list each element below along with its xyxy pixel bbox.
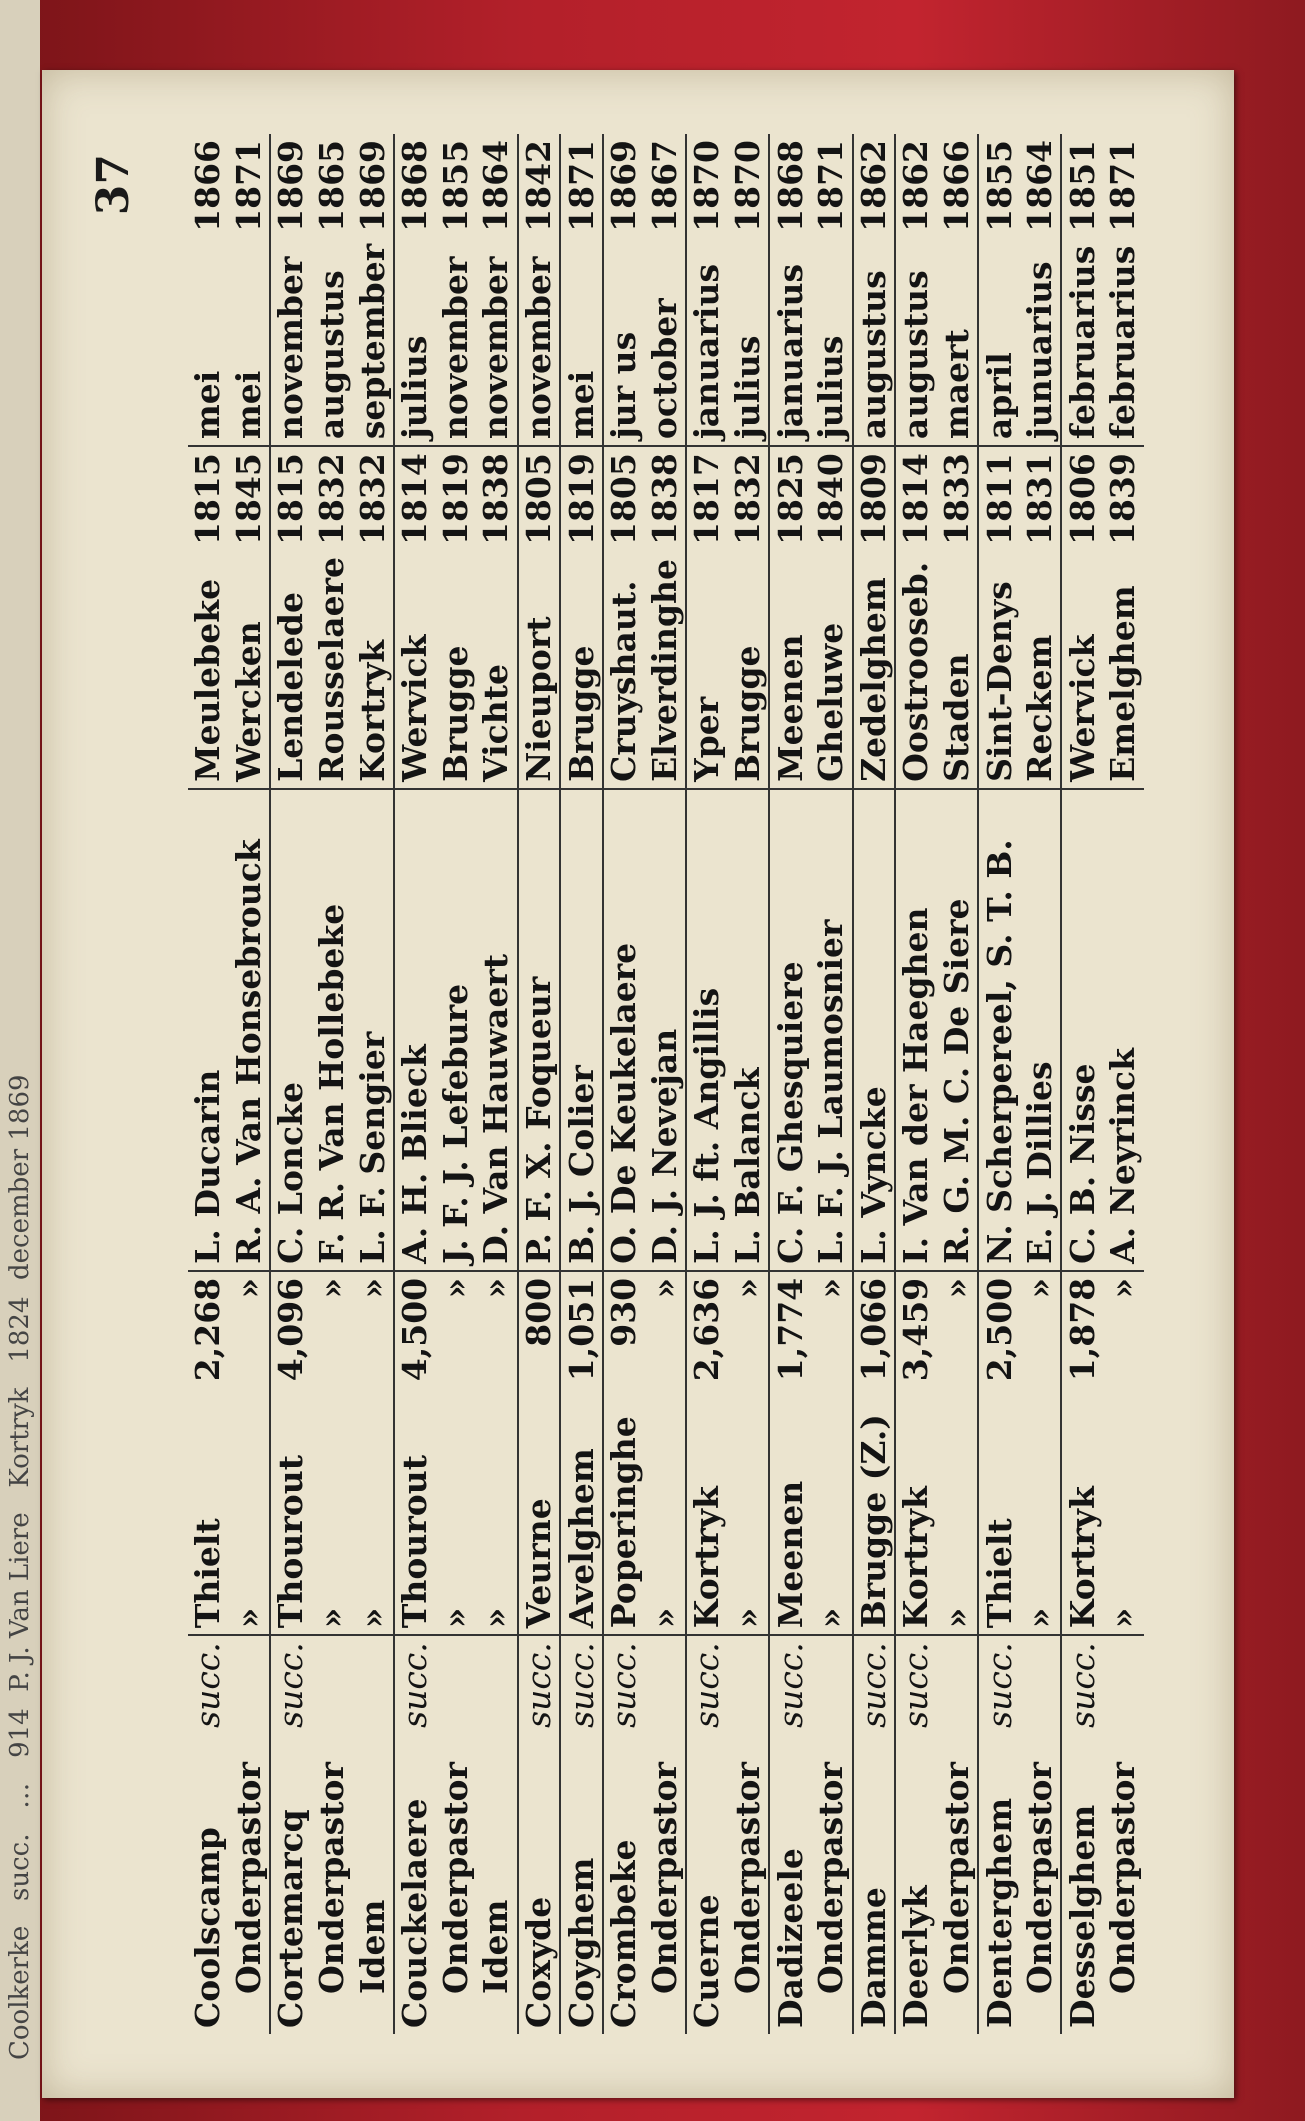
pastor-cell: D. Van Hauwaert: [476, 789, 518, 1271]
byear-cell: 1819: [436, 446, 477, 551]
month-cell: februarius: [1062, 245, 1102, 440]
status-cell: [1020, 1635, 1062, 1737]
status-cell: succ.: [270, 1635, 312, 1737]
parish-cell: Onderpastor: [645, 1737, 687, 2034]
pop-cell: »: [811, 1271, 853, 1408]
status-cell: [476, 1635, 518, 1737]
ayear-cell: 1864: [1020, 134, 1062, 238]
status-cell: [352, 1635, 394, 1737]
table-row: [1061, 134, 1103, 2034]
byear-cell: 1815: [188, 446, 229, 551]
parish-cell: Coxyde: [518, 1737, 561, 2034]
byear-cell: 1819: [560, 446, 603, 551]
status-cell: succ.: [895, 1635, 937, 1737]
table-row: [978, 134, 1020, 2034]
status-cell: succ.: [394, 1635, 436, 1737]
parish-cell: Onderpastor: [1020, 1737, 1062, 2034]
rotated-page-content: [88, 134, 1188, 2034]
pastor-cell: A. H. Blieck: [395, 1044, 435, 1264]
birthplace-cell: Zedelghem: [853, 551, 896, 789]
ayear-cell: 1871: [229, 134, 271, 238]
pastor-cell: D. J. Nevejan: [645, 789, 687, 1271]
month-cell: julius: [395, 335, 435, 440]
byear-cell: 1815: [270, 446, 312, 551]
table-row: [312, 134, 353, 2034]
pastor-cell: A. Neyrinck: [1103, 1048, 1143, 1264]
ayear-cell: 1864: [476, 134, 518, 238]
table-row: [1020, 134, 1062, 2034]
month-cell: julius: [728, 238, 770, 446]
status-cell: [937, 1635, 979, 1737]
pastor-cell: L. J. ft. Angillis: [687, 987, 727, 1264]
parish-cell: Crombeke: [604, 1839, 644, 2028]
month-cell: jur us: [604, 331, 644, 440]
pastor-cell: I. Van der Haeghen: [896, 907, 936, 1264]
pop-cell: 800: [518, 1271, 561, 1408]
parish-cell: Onderpastor: [937, 1737, 979, 2034]
status-cell: [811, 1635, 853, 1737]
byear-cell: 1832: [728, 446, 770, 551]
ayear-cell: 1869: [352, 134, 394, 238]
district-cell: Thourout: [395, 1455, 435, 1629]
district-cell: »: [728, 1408, 770, 1635]
byear-cell: 1831: [1020, 446, 1062, 551]
birthplace-cell: Wervick: [394, 551, 436, 789]
pastor-cell: O. De Keukelaere: [604, 942, 644, 1264]
parish-cell: Onderpastor: [728, 1737, 770, 2034]
pastor-cell: R. G. M. C. De Siere: [937, 789, 979, 1271]
month-cell: november: [271, 256, 311, 440]
pop-cell: 930: [603, 1271, 645, 1408]
register-body: [188, 134, 1144, 2034]
ayear-cell: 1866: [188, 140, 228, 232]
district-cell: »: [312, 1607, 352, 1629]
table-row: [603, 134, 645, 2034]
pop-cell: »: [436, 1271, 477, 1408]
byear-cell: 1832: [352, 446, 394, 551]
birthplace-cell: Rousselaere: [312, 551, 353, 789]
month-cell: februarius: [1103, 245, 1143, 440]
ayear-cell: 1868: [395, 140, 435, 232]
birthplace-cell: Vichte: [476, 551, 518, 789]
pop-cell: »: [728, 1271, 770, 1408]
ayear-cell: 1855: [435, 140, 475, 232]
table-row: [188, 134, 229, 2034]
status-cell: succ.: [853, 1635, 896, 1737]
table-row: [560, 134, 603, 2034]
status-cell: succ.: [518, 1635, 561, 1737]
birthplace-cell: Meulebeke: [188, 551, 229, 789]
parish-cell: Dadizeele: [770, 1848, 810, 2028]
district-cell: Brugge (Z.): [853, 1408, 896, 1635]
pop-cell: 2,268: [188, 1271, 229, 1408]
ayear-cell: 1851: [1062, 140, 1102, 232]
month-cell: januarius: [687, 263, 727, 440]
ayear-cell: 1862: [853, 134, 896, 238]
pop-cell: »: [1020, 1271, 1062, 1408]
status-cell: succ.: [978, 1635, 1020, 1737]
table-row: [518, 134, 561, 2034]
status-cell: succ.: [560, 1635, 603, 1737]
table-row: [811, 134, 853, 2034]
district-cell: »: [476, 1408, 518, 1635]
parish-cell: Couckelaere: [395, 1798, 435, 2028]
byear-cell: 1805: [518, 446, 561, 551]
status-cell: succ.: [603, 1635, 645, 1737]
district-cell: Kortryk: [896, 1486, 936, 1629]
district-cell: Kortryk: [687, 1486, 727, 1629]
pastor-cell: L. F. Sengier: [352, 789, 394, 1271]
district-cell: Veurne: [518, 1408, 561, 1635]
ayear-cell: 1871: [1103, 140, 1143, 232]
month-cell: november: [518, 238, 561, 446]
month-cell: mei: [229, 238, 271, 446]
month-cell: julius: [811, 238, 853, 446]
birthplace-cell: Kortryk: [352, 551, 394, 789]
pastor-cell: C. Loncke: [271, 1082, 311, 1264]
status-cell: succ.: [686, 1635, 728, 1737]
district-cell: »: [229, 1408, 271, 1635]
pop-cell: 4,500: [394, 1271, 436, 1408]
pastor-cell: P. F. X. Foqueur: [518, 789, 561, 1271]
birthplace-cell: Cruyshaut.: [603, 551, 645, 789]
district-cell: Avelghem: [560, 1408, 603, 1635]
ayear-cell: 1868: [770, 140, 810, 232]
table-row: [270, 134, 312, 2034]
pop-cell: 3,459: [895, 1271, 937, 1408]
pop-cell: 4,096: [270, 1271, 312, 1408]
byear-cell: 1811: [978, 446, 1020, 551]
ayear-cell: 1866: [937, 134, 979, 238]
byear-cell: 1839: [1103, 446, 1144, 551]
parish-cell: Idem: [352, 1737, 394, 2034]
pastor-cell: B. J. Colier: [560, 789, 603, 1271]
district-cell: Poperinghe: [604, 1416, 644, 1629]
table-row: [229, 134, 271, 2034]
table-row: [1103, 134, 1144, 2034]
pop-cell: »: [312, 1271, 353, 1408]
parish-cell: Damme: [853, 1737, 896, 2034]
byear-cell: 1833: [937, 446, 979, 551]
parish-cell: Idem: [476, 1737, 518, 2034]
month-cell: september: [352, 238, 394, 446]
byear-cell: 1845: [229, 446, 271, 551]
table-row: [645, 134, 687, 2034]
parish-cell: Onderpastor: [229, 1737, 271, 2034]
pastor-cell: C. F. Ghesquiere: [770, 961, 810, 1264]
parish-cell: Coyghem: [560, 1737, 603, 2034]
district-cell: »: [1020, 1408, 1062, 1635]
clergy-register-table: [188, 134, 1144, 2034]
status-cell: [312, 1635, 353, 1737]
byear-cell: 1817: [686, 446, 728, 551]
status-cell: [645, 1635, 687, 1737]
pop-cell: 1,774: [769, 1271, 811, 1408]
byear-cell: 1806: [1061, 446, 1103, 551]
byear-cell: 1838: [476, 446, 518, 551]
birthplace-cell: Elverdinghe: [645, 551, 687, 789]
birthplace-cell: Oostrooseb.: [895, 551, 937, 789]
status-cell: [229, 1635, 271, 1737]
ayear-cell: 1870: [728, 134, 770, 238]
page-number: 37: [88, 154, 139, 216]
district-cell: »: [645, 1408, 687, 1635]
pastor-cell: C. B. Nisse: [1062, 1063, 1102, 1264]
pop-cell: »: [645, 1271, 687, 1408]
status-cell: succ.: [1061, 1635, 1103, 1737]
table-row: [895, 134, 937, 2034]
ayear-cell: 1871: [560, 134, 603, 238]
birthplace-cell: Lendelede: [270, 551, 312, 789]
byear-cell: 1825: [769, 446, 811, 551]
parish-cell: Cuerne: [687, 1894, 727, 2028]
pop-cell: 1,066: [853, 1271, 896, 1408]
birthplace-cell: Brugge: [436, 551, 477, 789]
parish-cell: Onderpastor: [811, 1737, 853, 2034]
birthplace-cell: Nieuport: [518, 551, 561, 789]
ayear-cell: 1869: [271, 140, 311, 232]
parish-cell: Onderpastor: [435, 1762, 475, 1994]
birthplace-cell: Yper: [686, 551, 728, 789]
district-cell: Thielt: [979, 1518, 1019, 1629]
byear-cell: 1840: [811, 446, 853, 551]
pastor-cell: L. Vyncke: [853, 789, 896, 1271]
pop-cell: 1,051: [560, 1271, 603, 1408]
byear-cell: 1809: [853, 446, 896, 551]
byear-cell: 1805: [603, 446, 645, 551]
birthplace-cell: Brugge: [560, 551, 603, 789]
district-cell: Meenen: [770, 1480, 810, 1629]
parish-cell: Desselghem: [1062, 1804, 1102, 2028]
pop-cell: »: [937, 1271, 979, 1408]
status-cell: succ.: [769, 1635, 811, 1737]
pop-cell: 2,500: [978, 1271, 1020, 1408]
table-row: [728, 134, 770, 2034]
byear-cell: 1814: [895, 446, 937, 551]
birthplace-cell: Emelghem: [1103, 551, 1144, 789]
table-row: [686, 134, 728, 2034]
birthplace-cell: Wervick: [1061, 551, 1103, 789]
table-row: [769, 134, 811, 2034]
district-cell: »: [435, 1607, 475, 1629]
ayear-cell: 1871: [811, 134, 853, 238]
birthplace-cell: Staden: [937, 551, 979, 789]
status-cell: [728, 1635, 770, 1737]
birthplace-cell: Reckem: [1020, 551, 1062, 789]
byear-cell: 1832: [312, 446, 353, 551]
table-row: [853, 134, 896, 2034]
pop-cell: »: [352, 1271, 394, 1408]
birthplace-cell: Meenen: [769, 551, 811, 789]
previous-page-edge: [0, 0, 40, 2121]
district-cell: »: [937, 1408, 979, 1635]
month-cell: augustus: [896, 270, 936, 440]
pop-cell: »: [1103, 1271, 1144, 1408]
ayear-cell: 1867: [645, 134, 687, 238]
parish-cell: Onderpastor: [312, 1762, 352, 1994]
birthplace-cell: Gheluwe: [811, 551, 853, 789]
table-row: [476, 134, 518, 2034]
district-cell: Thielt: [188, 1518, 228, 1629]
district-cell: Thourout: [271, 1455, 311, 1629]
pastor-cell: E. J. Dillies: [1020, 789, 1062, 1271]
district-cell: »: [811, 1408, 853, 1635]
month-cell: januarius: [770, 263, 810, 440]
birthplace-cell: Brugge: [728, 551, 770, 789]
pastor-cell: R. A. Van Honsebrouck: [229, 789, 271, 1271]
pastor-cell: J. F. J. Lefebure: [435, 983, 475, 1264]
ayear-cell: 1862: [896, 140, 936, 232]
month-cell: november: [435, 256, 475, 440]
month-cell: augustus: [312, 270, 352, 440]
pastor-cell: F. R. Van Hollebeke: [312, 903, 352, 1264]
ayear-cell: 1855: [979, 140, 1019, 232]
month-cell: october: [645, 238, 687, 446]
pastor-cell: L. F. J. Laumosnier: [811, 789, 853, 1271]
month-cell: maert: [937, 238, 979, 446]
status-cell: [1103, 1635, 1144, 1737]
month-cell: augustus: [853, 238, 896, 446]
pop-cell: 1,878: [1061, 1271, 1103, 1408]
page-header: [88, 134, 158, 2034]
birthplace-cell: Wercken: [229, 551, 271, 789]
pop-cell: »: [476, 1271, 518, 1408]
parish-cell: Denterghem: [979, 1797, 1019, 2028]
month-cell: april: [979, 352, 1019, 440]
district-cell: »: [1103, 1607, 1143, 1629]
ayear-cell: 1870: [687, 140, 727, 232]
parish-cell: Onderpastor: [1103, 1762, 1143, 1994]
previous-page-edge-text: Coolkerke succ. … 914 P. J. Van Liere Kortryk 1824 december 1869: [5, 1074, 35, 2060]
pastor-cell: N. Scherpereel, S. T. B.: [979, 839, 1019, 1264]
ayear-cell: 1869: [604, 140, 644, 232]
month-cell: mei: [188, 370, 228, 440]
table-row: [394, 134, 436, 2034]
parish-cell: Deerlyk: [896, 1885, 936, 2028]
pop-cell: 2,636: [686, 1271, 728, 1408]
birthplace-cell: Sint-Denys: [978, 551, 1020, 789]
pastor-cell: L. Balanck: [728, 789, 770, 1271]
table-row: [436, 134, 477, 2034]
byear-cell: 1838: [645, 446, 687, 551]
month-cell: mei: [560, 238, 603, 446]
pop-cell: »: [229, 1271, 271, 1408]
table-row: [352, 134, 394, 2034]
table-row: [937, 134, 979, 2034]
byear-cell: 1814: [394, 446, 436, 551]
district-cell: Kortryk: [1062, 1486, 1102, 1629]
month-cell: november: [476, 238, 518, 446]
ayear-cell: 1842: [518, 134, 561, 238]
parish-cell: Coolscamp: [188, 1827, 228, 2028]
ayear-cell: 1865: [312, 140, 352, 232]
month-cell: junuarius: [1020, 238, 1062, 446]
status-cell: succ.: [188, 1635, 229, 1737]
pastor-cell: L. Ducarin: [188, 1069, 228, 1264]
status-cell: [436, 1635, 477, 1737]
parish-cell: Cortemarcq: [271, 1809, 311, 2028]
district-cell: »: [352, 1408, 394, 1635]
